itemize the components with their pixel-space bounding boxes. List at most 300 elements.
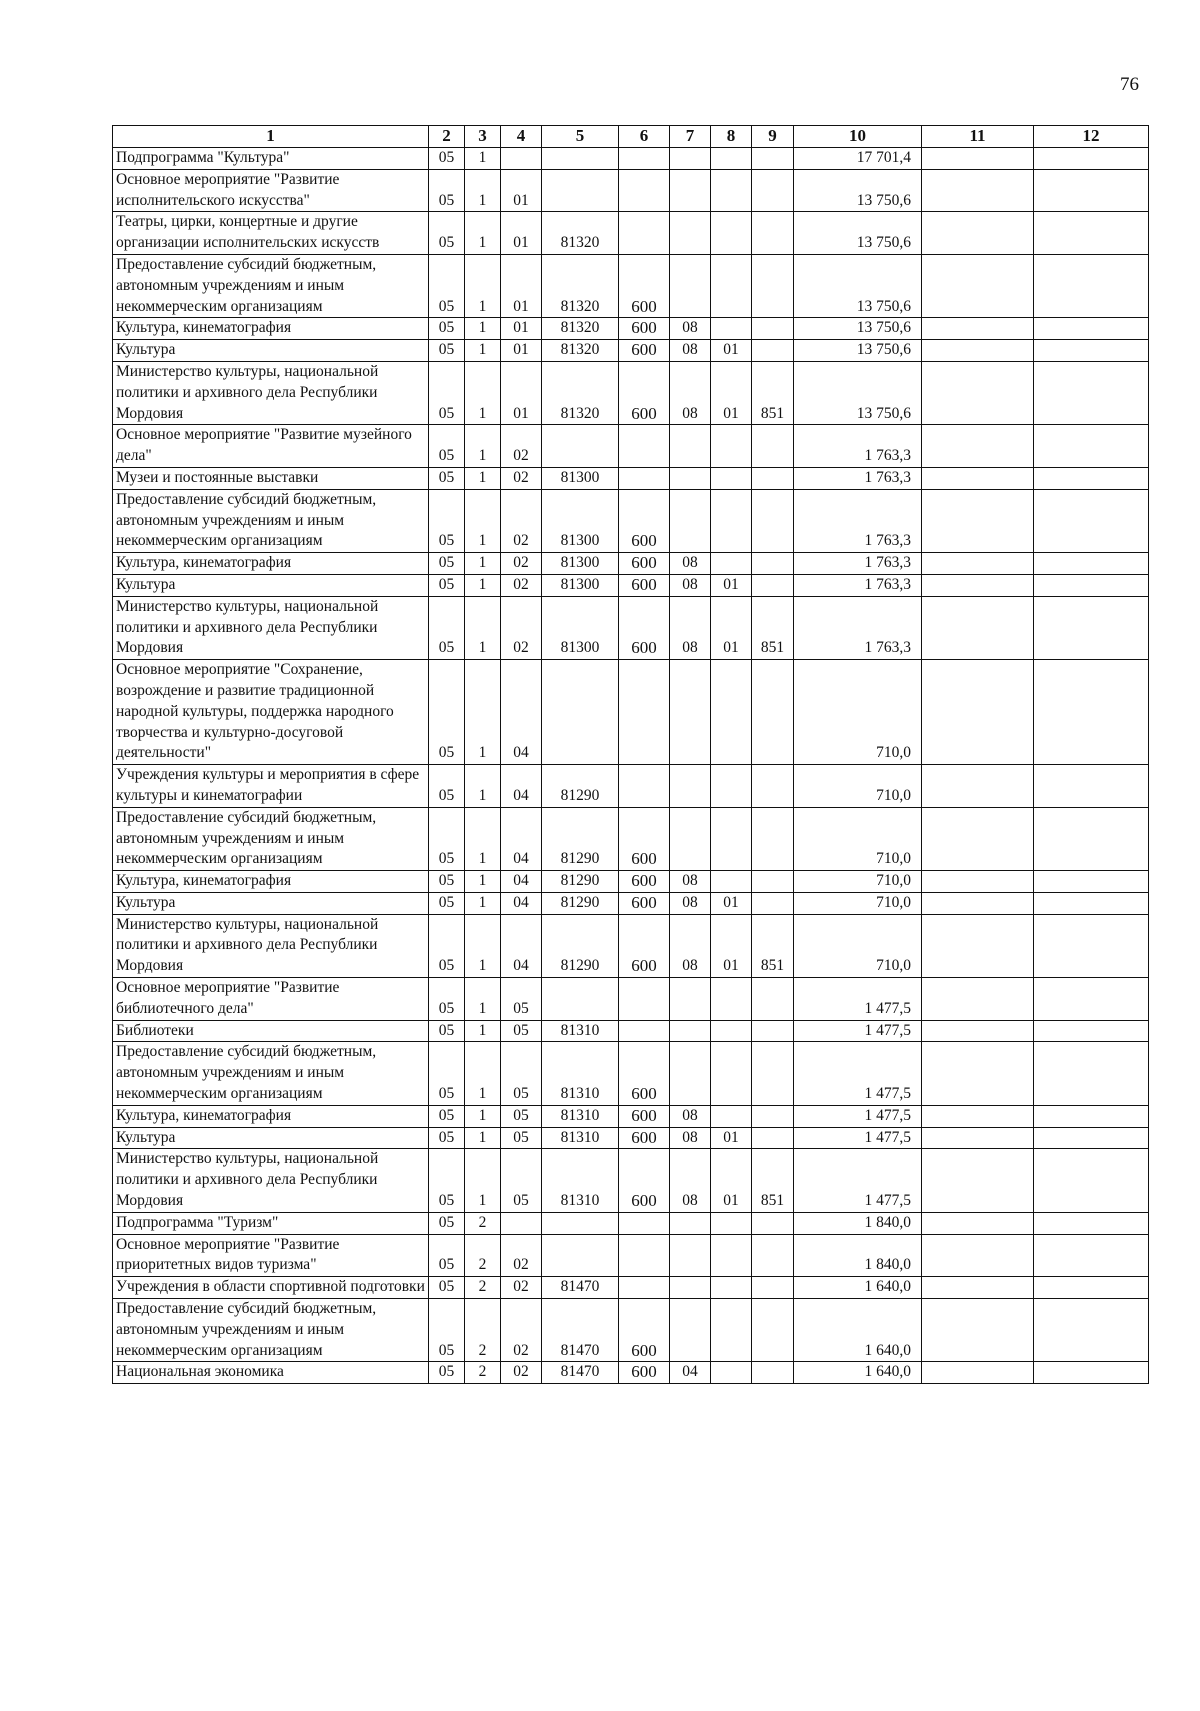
- cell-code: 81310: [542, 1105, 619, 1127]
- cell-code: [670, 1234, 711, 1277]
- column-header: 7: [670, 126, 711, 148]
- cell-code: 05: [429, 1234, 465, 1277]
- table-row: [113, 765, 1149, 808]
- cell-code: 1: [465, 254, 501, 317]
- cell-code: [711, 871, 752, 893]
- cell-amount: 1 477,5: [794, 978, 922, 1021]
- cell-amount: 710,0: [794, 660, 922, 765]
- cell-amount: 1 640,0: [794, 1299, 922, 1362]
- cell-code: [670, 425, 711, 468]
- cell-code: 851: [752, 1149, 794, 1212]
- cell-code: 01: [501, 340, 542, 362]
- cell-code: 1: [465, 148, 501, 170]
- table-row: [113, 1362, 1149, 1384]
- cell-code: 1: [465, 574, 501, 596]
- cell-code: 81300: [542, 489, 619, 552]
- cell-code: 1: [465, 489, 501, 552]
- cell-code: 04: [501, 660, 542, 765]
- cell-code: 1: [465, 914, 501, 977]
- cell-code: 05: [429, 318, 465, 340]
- cell-empty: [1034, 318, 1149, 340]
- cell-code: 81320: [542, 212, 619, 255]
- cell-empty: [922, 425, 1034, 468]
- cell-code: 600: [619, 361, 670, 424]
- cell-code: 05: [429, 212, 465, 255]
- cell-amount: 1 477,5: [794, 1020, 922, 1042]
- table-row: [113, 553, 1149, 575]
- cell-code: [752, 871, 794, 893]
- cell-code: 02: [501, 489, 542, 552]
- cell-code: 05: [429, 489, 465, 552]
- cell-code: [670, 489, 711, 552]
- cell-code: 1: [465, 340, 501, 362]
- table-row: [113, 489, 1149, 552]
- cell-code: 1: [465, 1127, 501, 1149]
- cell-code: 81470: [542, 1299, 619, 1362]
- cell-code: [752, 1277, 794, 1299]
- column-header: 10: [794, 126, 922, 148]
- cell-code: [711, 318, 752, 340]
- cell-amount: 13 750,6: [794, 361, 922, 424]
- cell-empty: [1034, 1149, 1149, 1212]
- cell-name: Культура: [113, 340, 429, 362]
- cell-empty: [922, 1127, 1034, 1149]
- cell-code: [752, 978, 794, 1021]
- cell-code: 1: [465, 1149, 501, 1212]
- cell-code: [711, 1042, 752, 1105]
- cell-code: 05: [429, 1127, 465, 1149]
- cell-code: 81470: [542, 1277, 619, 1299]
- cell-code: [619, 148, 670, 170]
- cell-code: 1: [465, 1105, 501, 1127]
- cell-code: 05: [429, 553, 465, 575]
- cell-code: 600: [619, 1127, 670, 1149]
- cell-code: 05: [429, 254, 465, 317]
- cell-code: 02: [501, 1234, 542, 1277]
- cell-amount: 1 763,3: [794, 467, 922, 489]
- cell-code: 05: [429, 425, 465, 468]
- cell-code: 2: [465, 1299, 501, 1362]
- table-row: [113, 1020, 1149, 1042]
- cell-code: 1: [465, 807, 501, 870]
- cell-code: 2: [465, 1212, 501, 1234]
- column-header: 4: [501, 126, 542, 148]
- table-row: [113, 574, 1149, 596]
- cell-code: 1: [465, 892, 501, 914]
- cell-code: 02: [501, 1299, 542, 1362]
- cell-code: 01: [711, 1127, 752, 1149]
- column-header: 3: [465, 126, 501, 148]
- table-row: [113, 978, 1149, 1021]
- cell-amount: 710,0: [794, 807, 922, 870]
- cell-name: Основное мероприятие "Развитие музейного дела": [113, 425, 429, 468]
- cell-code: 2: [465, 1234, 501, 1277]
- cell-empty: [922, 914, 1034, 977]
- cell-empty: [922, 553, 1034, 575]
- cell-code: 04: [501, 914, 542, 977]
- cell-code: [542, 148, 619, 170]
- cell-empty: [1034, 914, 1149, 977]
- cell-name: Культура, кинематография: [113, 553, 429, 575]
- cell-code: 1: [465, 1020, 501, 1042]
- cell-code: 05: [429, 871, 465, 893]
- cell-code: [752, 1299, 794, 1362]
- cell-code: 08: [670, 892, 711, 914]
- table-row: [113, 1105, 1149, 1127]
- cell-code: 05: [429, 574, 465, 596]
- cell-code: [752, 467, 794, 489]
- cell-code: [619, 1234, 670, 1277]
- cell-name: Предоставление субсидий бюджетным, автономным учреждениям и иным некоммерческим организациям: [113, 254, 429, 317]
- cell-code: 01: [501, 169, 542, 212]
- cell-empty: [1034, 340, 1149, 362]
- cell-amount: 1 640,0: [794, 1277, 922, 1299]
- cell-code: 01: [501, 361, 542, 424]
- cell-code: [752, 1127, 794, 1149]
- cell-code: [711, 765, 752, 808]
- cell-empty: [922, 1020, 1034, 1042]
- cell-empty: [1034, 978, 1149, 1021]
- cell-empty: [1034, 489, 1149, 552]
- cell-code: 1: [465, 361, 501, 424]
- cell-name: Предоставление субсидий бюджетным, автономным учреждениям и иным некоммерческим организациям: [113, 807, 429, 870]
- cell-code: [711, 467, 752, 489]
- cell-code: 01: [711, 361, 752, 424]
- cell-code: 600: [619, 318, 670, 340]
- cell-empty: [922, 807, 1034, 870]
- table-row: [113, 254, 1149, 317]
- table-row: [113, 361, 1149, 424]
- cell-code: 600: [619, 892, 670, 914]
- cell-code: [711, 1234, 752, 1277]
- table-row: [113, 1234, 1149, 1277]
- cell-code: 81320: [542, 340, 619, 362]
- cell-code: 600: [619, 1042, 670, 1105]
- cell-amount: 710,0: [794, 765, 922, 808]
- cell-code: 05: [429, 169, 465, 212]
- cell-empty: [922, 1362, 1034, 1384]
- cell-code: 1: [465, 596, 501, 659]
- cell-code: 01: [501, 212, 542, 255]
- cell-empty: [922, 467, 1034, 489]
- cell-code: 01: [501, 318, 542, 340]
- column-header: 1: [113, 126, 429, 148]
- cell-code: 04: [670, 1362, 711, 1384]
- cell-code: [711, 1277, 752, 1299]
- cell-amount: 13 750,6: [794, 254, 922, 317]
- cell-code: 600: [619, 914, 670, 977]
- cell-code: [619, 660, 670, 765]
- cell-code: 01: [711, 596, 752, 659]
- cell-code: 02: [501, 553, 542, 575]
- cell-code: [711, 425, 752, 468]
- cell-code: 05: [501, 1105, 542, 1127]
- cell-empty: [922, 596, 1034, 659]
- cell-code: [670, 660, 711, 765]
- cell-name: Культура: [113, 1127, 429, 1149]
- cell-empty: [1034, 1127, 1149, 1149]
- cell-empty: [922, 254, 1034, 317]
- cell-name: Министерство культуры, национальной политики и архивного дела Республики Мордовия: [113, 1149, 429, 1212]
- table-row: [113, 318, 1149, 340]
- cell-name: Предоставление субсидий бюджетным, автономным учреждениям и иным некоммерческим организациям: [113, 1299, 429, 1362]
- cell-code: 02: [501, 1277, 542, 1299]
- cell-code: [542, 978, 619, 1021]
- cell-name: Культура, кинематография: [113, 1105, 429, 1127]
- cell-code: [711, 807, 752, 870]
- cell-code: [752, 1020, 794, 1042]
- cell-code: [752, 169, 794, 212]
- cell-code: [670, 978, 711, 1021]
- cell-code: 01: [711, 892, 752, 914]
- cell-name: Предоставление субсидий бюджетным, автономным учреждениям и иным некоммерческим организациям: [113, 489, 429, 552]
- column-header: 6: [619, 126, 670, 148]
- cell-amount: 710,0: [794, 914, 922, 977]
- cell-amount: 1 640,0: [794, 1362, 922, 1384]
- cell-empty: [922, 978, 1034, 1021]
- column-header: 5: [542, 126, 619, 148]
- cell-code: [542, 1234, 619, 1277]
- cell-empty: [922, 148, 1034, 170]
- cell-code: [670, 765, 711, 808]
- cell-code: [619, 1020, 670, 1042]
- table-row: [113, 148, 1149, 170]
- cell-code: 01: [711, 1149, 752, 1212]
- cell-code: 81320: [542, 361, 619, 424]
- cell-code: [670, 1277, 711, 1299]
- cell-amount: 13 750,6: [794, 340, 922, 362]
- cell-code: 81300: [542, 574, 619, 596]
- cell-code: 02: [501, 596, 542, 659]
- cell-empty: [922, 1277, 1034, 1299]
- cell-code: 08: [670, 914, 711, 977]
- cell-code: [542, 169, 619, 212]
- cell-code: 05: [501, 1020, 542, 1042]
- cell-empty: [1034, 467, 1149, 489]
- table-body: [113, 148, 1149, 1384]
- column-header: 11: [922, 126, 1034, 148]
- cell-name: Культура: [113, 892, 429, 914]
- cell-code: [752, 1042, 794, 1105]
- cell-code: 600: [619, 596, 670, 659]
- cell-code: [752, 318, 794, 340]
- cell-code: [711, 254, 752, 317]
- cell-empty: [1034, 871, 1149, 893]
- cell-code: 600: [619, 574, 670, 596]
- cell-name: Музеи и постоянные выставки: [113, 467, 429, 489]
- cell-name: Министерство культуры, национальной политики и архивного дела Республики Мордовия: [113, 361, 429, 424]
- cell-amount: 1 840,0: [794, 1212, 922, 1234]
- cell-code: [670, 807, 711, 870]
- cell-empty: [922, 169, 1034, 212]
- cell-code: [711, 660, 752, 765]
- cell-code: 05: [429, 807, 465, 870]
- cell-code: [752, 1105, 794, 1127]
- cell-code: [752, 212, 794, 255]
- cell-code: [752, 553, 794, 575]
- cell-code: 08: [670, 1105, 711, 1127]
- cell-empty: [1034, 361, 1149, 424]
- cell-empty: [1034, 1042, 1149, 1105]
- cell-code: 01: [711, 340, 752, 362]
- cell-name: Подпрограмма "Туризм": [113, 1212, 429, 1234]
- cell-code: 1: [465, 765, 501, 808]
- column-header: 12: [1034, 126, 1149, 148]
- cell-code: [619, 212, 670, 255]
- cell-empty: [922, 574, 1034, 596]
- table-row: [113, 212, 1149, 255]
- cell-code: 600: [619, 553, 670, 575]
- cell-empty: [1034, 1299, 1149, 1362]
- cell-code: 05: [429, 1042, 465, 1105]
- cell-code: 05: [429, 1299, 465, 1362]
- cell-code: 05: [429, 148, 465, 170]
- cell-code: 600: [619, 807, 670, 870]
- cell-name: Учреждения в области спортивной подготовки: [113, 1277, 429, 1299]
- cell-code: 05: [429, 1362, 465, 1384]
- cell-code: 05: [429, 1277, 465, 1299]
- cell-code: 81300: [542, 467, 619, 489]
- cell-code: 08: [670, 318, 711, 340]
- cell-code: 01: [501, 254, 542, 317]
- cell-empty: [922, 1212, 1034, 1234]
- table-row: [113, 169, 1149, 212]
- cell-code: 05: [429, 1105, 465, 1127]
- cell-code: [501, 148, 542, 170]
- cell-code: [542, 660, 619, 765]
- cell-code: 08: [670, 596, 711, 659]
- cell-code: 600: [619, 871, 670, 893]
- cell-code: 81310: [542, 1149, 619, 1212]
- cell-code: [752, 254, 794, 317]
- cell-code: [752, 1212, 794, 1234]
- table-row: [113, 1127, 1149, 1149]
- cell-code: 02: [501, 1362, 542, 1384]
- cell-code: 05: [501, 1127, 542, 1149]
- cell-amount: 1 477,5: [794, 1042, 922, 1105]
- cell-code: 81290: [542, 914, 619, 977]
- cell-code: [711, 1105, 752, 1127]
- cell-code: [711, 212, 752, 255]
- table-row: [113, 1149, 1149, 1212]
- cell-amount: 17 701,4: [794, 148, 922, 170]
- cell-code: 02: [501, 574, 542, 596]
- cell-code: [542, 425, 619, 468]
- cell-code: 81290: [542, 807, 619, 870]
- cell-code: 05: [429, 467, 465, 489]
- cell-empty: [922, 871, 1034, 893]
- cell-empty: [922, 489, 1034, 552]
- cell-amount: 1 477,5: [794, 1149, 922, 1212]
- cell-code: 81300: [542, 553, 619, 575]
- cell-name: Культура, кинематография: [113, 318, 429, 340]
- cell-code: [752, 1234, 794, 1277]
- cell-code: [752, 489, 794, 552]
- cell-code: [711, 169, 752, 212]
- table-row: [113, 425, 1149, 468]
- cell-empty: [1034, 212, 1149, 255]
- cell-code: [670, 1020, 711, 1042]
- table-row: [113, 340, 1149, 362]
- cell-empty: [1034, 1020, 1149, 1042]
- cell-code: 08: [670, 574, 711, 596]
- cell-code: 1: [465, 318, 501, 340]
- cell-code: [619, 765, 670, 808]
- cell-empty: [1034, 1234, 1149, 1277]
- cell-empty: [1034, 765, 1149, 808]
- cell-empty: [922, 765, 1034, 808]
- cell-code: 2: [465, 1277, 501, 1299]
- column-header: 8: [711, 126, 752, 148]
- cell-code: [501, 1212, 542, 1234]
- cell-empty: [1034, 1277, 1149, 1299]
- cell-code: 01: [711, 914, 752, 977]
- cell-code: 1: [465, 553, 501, 575]
- cell-empty: [1034, 1212, 1149, 1234]
- cell-amount: 1 763,3: [794, 425, 922, 468]
- cell-code: 04: [501, 892, 542, 914]
- cell-empty: [922, 1149, 1034, 1212]
- cell-code: [711, 1299, 752, 1362]
- cell-code: [711, 978, 752, 1021]
- table-row: [113, 807, 1149, 870]
- table-row: [113, 871, 1149, 893]
- cell-code: 1: [465, 871, 501, 893]
- cell-name: Министерство культуры, национальной политики и архивного дела Республики Мордовия: [113, 914, 429, 977]
- cell-code: 08: [670, 1127, 711, 1149]
- cell-code: 81310: [542, 1020, 619, 1042]
- cell-code: 05: [429, 914, 465, 977]
- cell-amount: 1 477,5: [794, 1105, 922, 1127]
- cell-code: 600: [619, 1149, 670, 1212]
- cell-code: 851: [752, 914, 794, 977]
- table-row: [113, 660, 1149, 765]
- cell-empty: [922, 660, 1034, 765]
- cell-code: 05: [429, 765, 465, 808]
- table-row: [113, 914, 1149, 977]
- cell-name: Министерство культуры, национальной политики и архивного дела Республики Мордовия: [113, 596, 429, 659]
- cell-code: 2: [465, 1362, 501, 1384]
- cell-code: [711, 148, 752, 170]
- cell-name: Культура: [113, 574, 429, 596]
- cell-name: Основное мероприятие "Сохранение, возрождение и развитие традиционной народной культуры, поддержка народного творчества и культурно-досуговой деятельности": [113, 660, 429, 765]
- cell-code: [752, 765, 794, 808]
- cell-code: 81300: [542, 596, 619, 659]
- cell-name: Театры, цирки, концертные и другие организации исполнительских искусств: [113, 212, 429, 255]
- cell-code: [752, 425, 794, 468]
- table-row: [113, 1277, 1149, 1299]
- cell-code: 81290: [542, 892, 619, 914]
- cell-name: Основное мероприятие "Развитие приоритетных видов туризма": [113, 1234, 429, 1277]
- cell-amount: 1 477,5: [794, 1127, 922, 1149]
- cell-amount: 710,0: [794, 871, 922, 893]
- cell-code: 04: [501, 871, 542, 893]
- cell-code: 600: [619, 254, 670, 317]
- cell-empty: [922, 361, 1034, 424]
- cell-code: 08: [670, 361, 711, 424]
- cell-empty: [1034, 553, 1149, 575]
- cell-code: 81290: [542, 871, 619, 893]
- cell-code: 1: [465, 1042, 501, 1105]
- cell-code: [711, 553, 752, 575]
- cell-code: 02: [501, 467, 542, 489]
- table-row: [113, 1212, 1149, 1234]
- cell-code: [670, 212, 711, 255]
- cell-empty: [1034, 148, 1149, 170]
- cell-code: [542, 1212, 619, 1234]
- cell-code: [752, 148, 794, 170]
- cell-code: [752, 574, 794, 596]
